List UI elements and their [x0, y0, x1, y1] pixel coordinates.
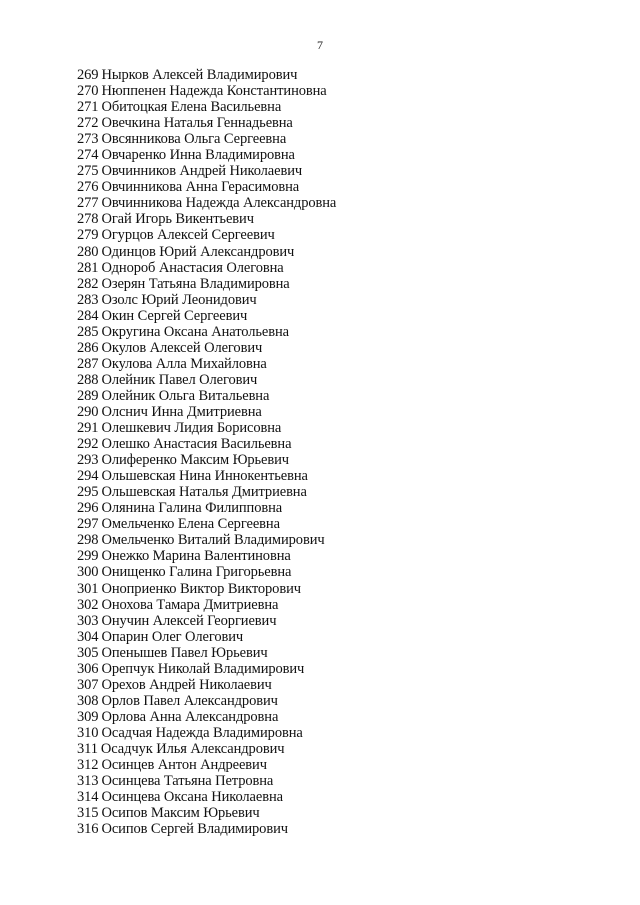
entry-number: 277 [77, 195, 99, 212]
entry-number: 288 [77, 371, 99, 388]
entry-name: Овечкина Наталья Геннадьевна [101, 115, 293, 132]
list-item [77, 709, 336, 725]
entry-number: 302 [77, 596, 99, 613]
list-item [77, 757, 336, 773]
entry-name: Окулова Алла Михайловна [101, 355, 267, 372]
entry-number: 297 [77, 516, 99, 533]
entry-number: 292 [77, 436, 99, 453]
entry-name: Огурцов Алексей Сергеевич [101, 227, 275, 244]
list-item [77, 564, 336, 580]
list-item [77, 147, 336, 163]
entry-name: Онищенко Галина Григорьевна [101, 564, 292, 581]
entry-number: 304 [77, 628, 99, 645]
entry-number: 271 [77, 99, 99, 116]
entry-name: Овчинникова Анна Герасимовна [101, 179, 300, 196]
list-item [77, 532, 336, 548]
entry-name: Овчаренко Инна Владимировна [101, 147, 295, 164]
entry-number: 296 [77, 500, 99, 517]
list-item [77, 340, 336, 356]
entry-number: 284 [77, 307, 99, 324]
list-item [77, 227, 336, 243]
entry-name: Олешко Анастасия Васильевна [101, 436, 292, 453]
name-list [77, 67, 336, 837]
entry-name: Опенышев Павел Юрьевич [101, 644, 268, 661]
list-item [77, 356, 336, 372]
entry-name: Омельченко Елена Сергеевна [101, 516, 280, 533]
entry-name: Однороб Анастасия Олеговна [101, 259, 284, 276]
list-item [77, 67, 336, 83]
entry-name: Озолс Юрий Леонидович [101, 291, 257, 308]
entry-name: Олифеpенко Максим Юрьевич [101, 452, 289, 469]
entry-number: 303 [77, 612, 99, 629]
page-number: 7 [317, 38, 323, 52]
list-item [77, 388, 336, 404]
entry-name: Овсянникова Ольга Сергеевна [101, 131, 287, 148]
list-item [77, 516, 336, 532]
entry-name: Олешкевич Лидия Борисовна [101, 420, 282, 437]
entry-name: Олейник Ольга Витальевна [101, 387, 270, 404]
entry-number: 286 [77, 339, 99, 356]
entry-number: 299 [77, 548, 99, 565]
entry-name: Опарин Олег Олегович [101, 628, 244, 645]
entry-number: 291 [77, 420, 99, 437]
list-item [77, 741, 336, 757]
list-item [77, 661, 336, 677]
entry-number: 290 [77, 403, 99, 420]
entry-number: 289 [77, 387, 99, 404]
list-item [77, 404, 336, 420]
list-item [77, 821, 336, 837]
entry-name: Олянина Галина Филипповна [101, 500, 283, 517]
entry-number: 276 [77, 179, 99, 196]
entry-number: 314 [77, 789, 99, 806]
entry-name: Орепчук Николай Владимирович [101, 660, 305, 677]
list-item [77, 244, 336, 260]
entry-number: 281 [77, 259, 99, 276]
list-item [77, 292, 336, 308]
entry-number: 283 [77, 291, 99, 308]
entry-number: 298 [77, 532, 99, 549]
entry-number: 293 [77, 452, 99, 469]
list-item [77, 308, 336, 324]
list-item [77, 613, 336, 629]
list-item [77, 548, 336, 564]
list-item [77, 163, 336, 179]
list-item [77, 276, 336, 292]
entry-name: Орлов Павел Александрович [101, 692, 278, 709]
entry-number: 310 [77, 724, 99, 741]
list-item [77, 597, 336, 613]
entry-number: 278 [77, 211, 99, 228]
entry-number: 273 [77, 131, 99, 148]
list-item [77, 629, 336, 645]
entry-name: Онучин Алексей Георгиевич [101, 612, 277, 629]
entry-name: Онохова Тамара Дмитриевна [101, 596, 279, 613]
list-item [77, 83, 336, 99]
entry-name: Олснич Инна Дмитриевна [101, 403, 262, 420]
entry-number: 307 [77, 676, 99, 693]
list-item [77, 677, 336, 693]
entry-name: Овчинников Андрей Николаевич [101, 163, 303, 180]
entry-number: 279 [77, 227, 99, 244]
list-item [77, 436, 336, 452]
list-item [77, 581, 336, 597]
entry-name: Окин Сергей Сергеевич [101, 307, 248, 324]
entry-name: Осадчук Илья Александрович [100, 740, 285, 757]
entry-name: Орехов Андрей Николаевич [101, 676, 272, 693]
list-item [77, 195, 336, 211]
entry-name: Осипов Сергей Владимирович [101, 821, 288, 838]
entry-name: Ольшевская Нина Иннокентьевна [101, 468, 308, 485]
list-item [77, 211, 336, 227]
entry-number: 315 [77, 805, 99, 822]
list-item [77, 500, 336, 516]
entry-name: Одинцов Юрий Александрович [101, 243, 295, 260]
list-item [77, 725, 336, 741]
list-item [77, 452, 336, 468]
list-item [77, 484, 336, 500]
list-item [77, 372, 336, 388]
entry-number: 312 [77, 757, 99, 774]
entry-number: 280 [77, 243, 99, 260]
entry-number: 311 [77, 740, 98, 757]
list-item [77, 789, 336, 805]
entry-number: 270 [77, 83, 99, 100]
entry-number: 300 [77, 564, 99, 581]
entry-name: Омельченко Виталий Владимирович [101, 532, 325, 549]
entry-number: 305 [77, 644, 99, 661]
entry-name: Осипов Максим Юрьевич [101, 805, 260, 822]
list-item [77, 468, 336, 484]
entry-number: 287 [77, 355, 99, 372]
list-item [77, 131, 336, 147]
list-item [77, 115, 336, 131]
entry-name: Осинцева Оксана Николаевна [101, 789, 283, 806]
entry-name: Осинцева Татьяна Петровна [101, 773, 274, 790]
entry-name: Огай Игорь Викентьевич [101, 211, 254, 228]
entry-name: Окулов Алексей Олегович [101, 339, 263, 356]
entry-number: 295 [77, 484, 99, 501]
entry-name: Оноприенко Виктор Викторович [101, 580, 301, 597]
entry-name: Обитоцкая Елена Васильевна [101, 99, 282, 116]
list-item [77, 179, 336, 195]
entry-name: Онежко Марина Валентиновна [101, 548, 291, 565]
list-item [77, 260, 336, 276]
entry-number: 294 [77, 468, 99, 485]
entry-name: Овчинникова Надежда Александровна [101, 195, 337, 212]
list-item [77, 420, 336, 436]
entry-name: Осинцев Антон Андреевич [101, 757, 267, 774]
entry-name: Нырков Алексей Владимирович [101, 67, 298, 83]
entry-name: Округина Оксана Анатольевна [101, 323, 289, 340]
entry-number: 275 [77, 163, 99, 180]
entry-number: 272 [77, 115, 99, 132]
entry-number: 308 [77, 692, 99, 709]
entry-number: 269 [77, 67, 99, 83]
entry-number: 285 [77, 323, 99, 340]
entry-number: 274 [77, 147, 99, 164]
list-item [77, 773, 336, 789]
entry-number: 316 [77, 821, 99, 838]
list-item [77, 324, 336, 340]
entry-name: Ольшевская Наталья Дмитриевна [101, 484, 307, 501]
entry-number: 313 [77, 773, 99, 790]
entry-number: 306 [77, 660, 99, 677]
entry-name: Нюппенен Надежда Константиновна [101, 83, 327, 100]
list-item [77, 645, 336, 661]
entry-name: Орлова Анна Александровна [101, 708, 279, 725]
entry-name: Озерян Татьяна Владимировна [101, 275, 290, 292]
list-item [77, 805, 336, 821]
entry-number: 309 [77, 708, 99, 725]
list-item [77, 99, 336, 115]
entry-name: Осадчая Надежда Владимировна [101, 724, 303, 741]
entry-number: 282 [77, 275, 99, 292]
entry-number: 301 [77, 580, 99, 597]
entry-name: Олейник Павел Олегович [101, 371, 258, 388]
list-item [77, 693, 336, 709]
